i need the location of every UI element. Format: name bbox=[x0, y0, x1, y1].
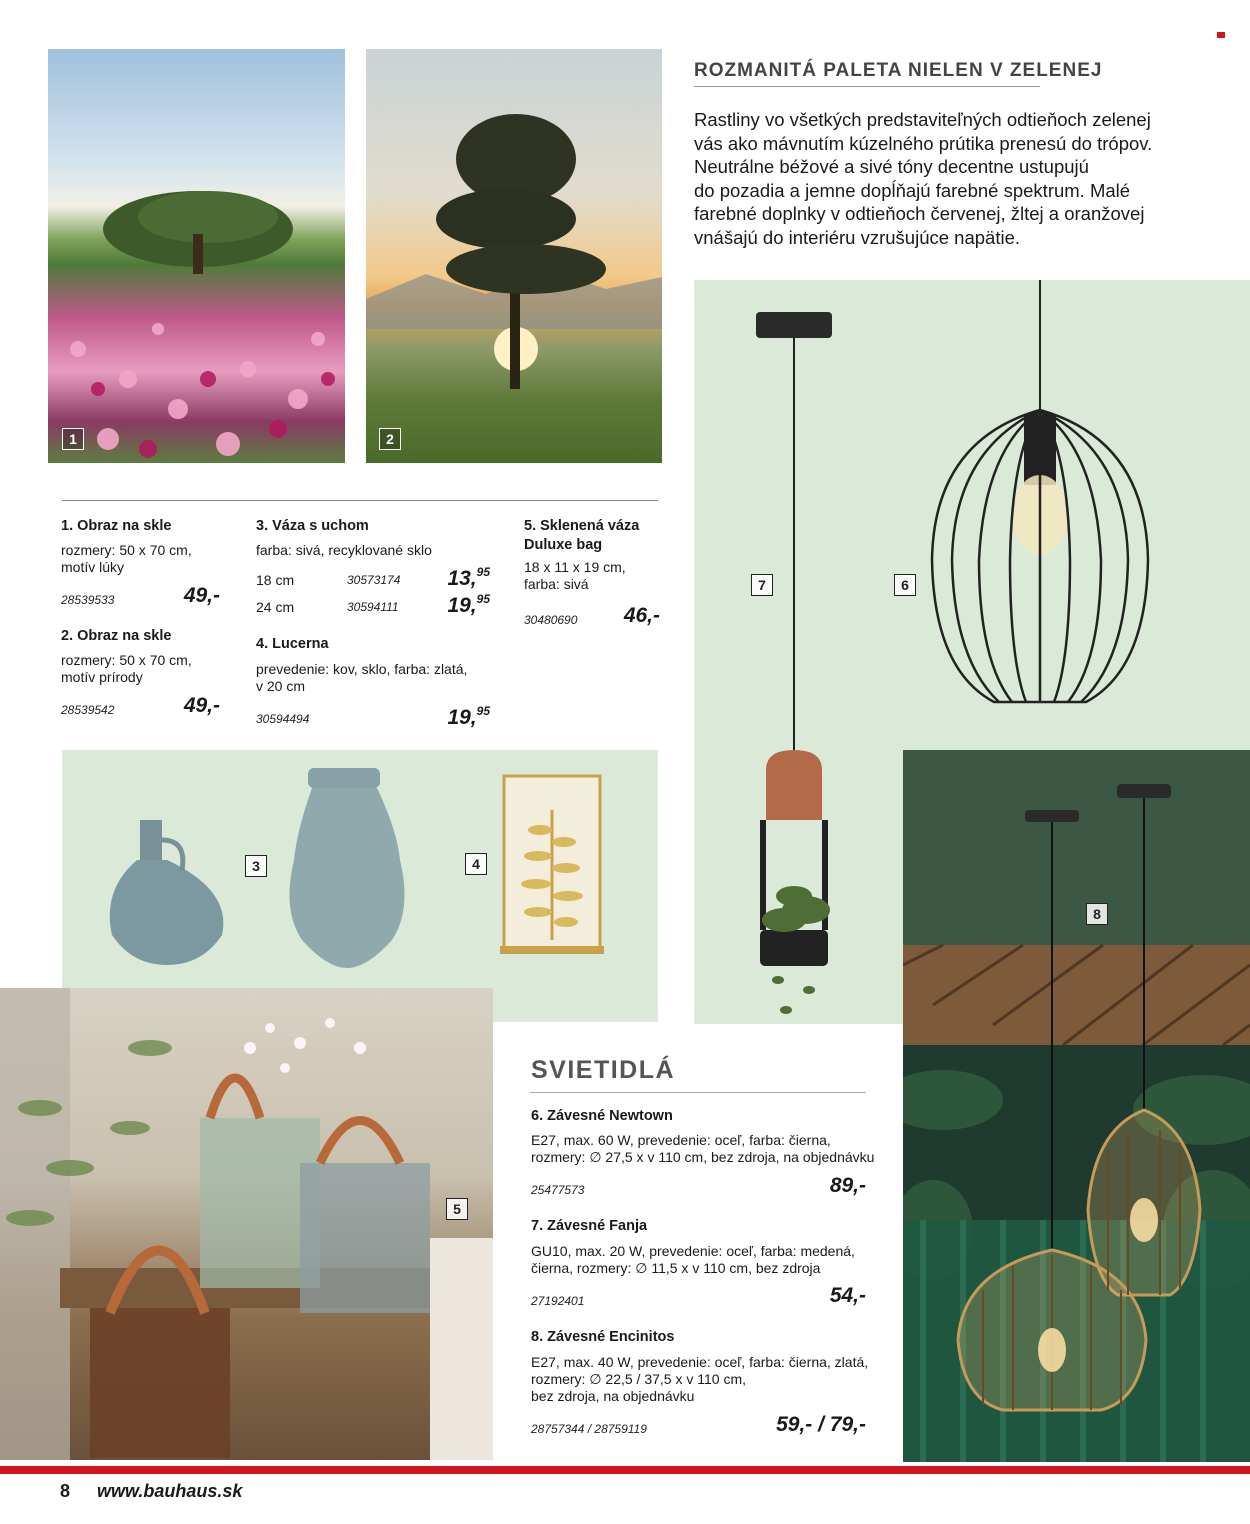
product-spec: E27, max. 40 W, prevedenie: oceľ, farba: čierna, zlatá, bbox=[531, 1354, 869, 1370]
meadow-photo bbox=[48, 49, 345, 463]
badge-7: 7 bbox=[751, 574, 773, 596]
product-code: 28539542 bbox=[61, 703, 115, 717]
meadow-illustration bbox=[48, 49, 345, 463]
variant-code: 30594111 bbox=[347, 600, 399, 614]
product-7 bbox=[531, 1218, 891, 1277]
price-main: 13, bbox=[447, 567, 477, 590]
price-main: 19, bbox=[447, 706, 477, 729]
product-title: 3. Váza s uchom bbox=[256, 518, 369, 534]
product-spec: rozmery: 50 x 70 cm, bbox=[61, 542, 192, 558]
tree-illustration bbox=[366, 49, 662, 463]
product-spec: farba: sivá, recyklované sklo bbox=[256, 542, 432, 558]
product-title: 6. Závesné Newtown bbox=[531, 1108, 673, 1124]
product-price: 49,- bbox=[183, 584, 220, 607]
section-title: ROZMANITÁ PALETA NIELEN V ZELENEJ bbox=[694, 60, 1103, 81]
badge-3: 3 bbox=[245, 855, 267, 877]
variant-size: 18 cm bbox=[256, 572, 295, 588]
product-spec: motív prírody bbox=[61, 669, 143, 685]
product-spec: E27, max. 60 W, prevedenie: oceľ, farba: čierna, bbox=[531, 1132, 831, 1148]
product-2 bbox=[61, 628, 221, 686]
variant-price bbox=[410, 592, 490, 618]
product-price: 49,- bbox=[183, 694, 220, 717]
product-5 bbox=[524, 518, 674, 593]
product-title: 8. Závesné Encinitos bbox=[531, 1329, 675, 1345]
intro-line: Rastliny vo všetkých predstaviteľných odtieňoch zelenej bbox=[694, 109, 1151, 130]
variant-price bbox=[410, 565, 490, 591]
product-8 bbox=[531, 1329, 891, 1405]
page-number: 8 bbox=[60, 1481, 71, 1501]
badge-2: 2 bbox=[379, 428, 401, 450]
badge-5: 5 bbox=[446, 1198, 468, 1220]
intro-paragraph bbox=[694, 108, 1214, 249]
product-price: 89,- bbox=[829, 1174, 866, 1197]
intro-line: vás ako mávnutím kúzelného prútika prenesú do trópov. bbox=[694, 132, 1153, 154]
vases-illustration bbox=[62, 750, 658, 1022]
product-spec: v 20 cm bbox=[256, 678, 306, 694]
product-code: 25477573 bbox=[531, 1183, 585, 1197]
product-code: 27192401 bbox=[531, 1294, 585, 1308]
lighting-divider bbox=[530, 1092, 866, 1093]
lighting-section-title: SVIETIDLÁ bbox=[531, 1056, 676, 1084]
product-title: 5. Sklenená váza bbox=[524, 518, 640, 534]
encinitos-lamp-photo bbox=[903, 750, 1250, 1462]
product-spec: 18 x 11 x 19 cm, bbox=[524, 559, 626, 575]
badge-8: 8 bbox=[1086, 903, 1108, 925]
product-title: 2. Obraz na skle bbox=[61, 628, 172, 644]
product-price: 59,- / 79,- bbox=[776, 1413, 866, 1436]
badge-4: 4 bbox=[465, 853, 487, 875]
product-code: 30594494 bbox=[256, 712, 310, 726]
product-code: 28757344 / 28759119 bbox=[531, 1422, 647, 1436]
product-price bbox=[410, 704, 490, 730]
price-main: 19, bbox=[447, 594, 477, 617]
interior-bags-photo bbox=[0, 988, 493, 1460]
product-title: 1. Obraz na skle bbox=[61, 518, 172, 534]
product-spec: bez zdroja, na objednávku bbox=[531, 1388, 695, 1404]
intro-line: Neutrálne béžové a sivé tóny decentne ustupujú bbox=[694, 156, 1089, 177]
intro-line: vnášajú do interiéru vzrušujúce napätie. bbox=[694, 226, 1020, 248]
intro-line: do pozadia a jemne dopĺňajú farebné spektrum. Malé bbox=[694, 179, 1131, 201]
price-cents: 95 bbox=[476, 704, 490, 718]
price-cents: 95 bbox=[476, 592, 490, 606]
product-spec: motív lúky bbox=[61, 559, 125, 575]
badge-6: 6 bbox=[894, 574, 916, 596]
products-divider bbox=[62, 500, 658, 501]
product-spec: GU10, max. 20 W, prevedenie: oceľ, farba: medená, bbox=[531, 1243, 855, 1259]
title-underline bbox=[694, 86, 1040, 87]
intro-line: farebné doplnky v odtieňoch červenej, žltej a oranžovej bbox=[694, 203, 1145, 224]
variant-size: 24 cm bbox=[256, 599, 295, 615]
product-title: Duluxe bag bbox=[524, 537, 603, 553]
product-spec: čierna, rozmery: ∅ 11,5 x v 110 cm, bez zdroja bbox=[531, 1260, 821, 1276]
product-3 bbox=[256, 518, 496, 559]
product-code: 28539533 bbox=[61, 593, 115, 607]
product-price: 54,- bbox=[829, 1284, 866, 1307]
product-6 bbox=[531, 1108, 891, 1166]
website-url[interactable]: www.bauhaus.sk bbox=[97, 1481, 243, 1501]
product-code: 30480690 bbox=[524, 613, 578, 627]
product-spec: prevedenie: kov, sklo, farba: zlatá, bbox=[256, 661, 468, 677]
variant-code: 30573174 bbox=[347, 573, 401, 587]
product-title: 7. Závesné Fanja bbox=[531, 1218, 648, 1234]
product-title: 4. Lucerna bbox=[256, 636, 329, 652]
tree-sunset-photo bbox=[366, 49, 662, 463]
product-price: 46,- bbox=[623, 604, 660, 627]
product-spec: rozmery: ∅ 27,5 x v 110 cm, bez zdroja, na objednávku bbox=[531, 1149, 875, 1165]
price-cents: 95 bbox=[476, 565, 490, 579]
product-1 bbox=[61, 518, 221, 576]
product-spec: rozmery: 50 x 70 cm, bbox=[61, 652, 192, 668]
product-4 bbox=[256, 636, 496, 695]
vases-panel bbox=[62, 750, 658, 1022]
product-spec: farba: sivá bbox=[524, 576, 589, 592]
interior-illustration bbox=[0, 988, 493, 1460]
product-spec: rozmery: ∅ 22,5 / 37,5 x v 110 cm, bbox=[531, 1371, 747, 1387]
badge-1: 1 bbox=[62, 428, 84, 450]
encinitos-illustration bbox=[903, 750, 1250, 1462]
brand-dot-icon bbox=[1217, 32, 1225, 38]
footer-red-bar bbox=[0, 1466, 1250, 1474]
